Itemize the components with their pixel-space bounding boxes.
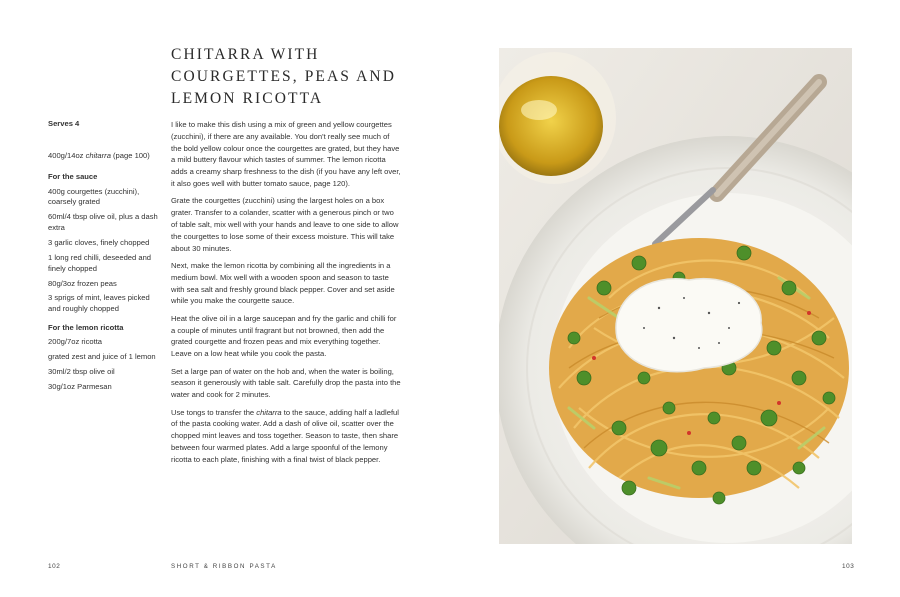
recipe-title bbox=[171, 44, 471, 110]
ingredient-pasta bbox=[48, 151, 160, 162]
ingredients-list bbox=[48, 119, 160, 397]
step-text: to the sauce, adding half a ladleful of the pasta cooking water. Add a dash of olive oil, scatter over the chopped mint leaves and toss together. Season to taste, then share between four warmed plates. Add a large spoonful of the lemony ricotta to each plate, finishing with a final twist of black pepper. bbox=[171, 407, 399, 464]
title-line: LEMON RICOTTA bbox=[171, 90, 324, 107]
ingredient-item: 60ml/4 tbsp olive oil, plus a dash extra bbox=[48, 212, 158, 232]
ingredient-item: 200g/7oz ricotta bbox=[48, 337, 103, 347]
method-step: Heat the olive oil in a large saucepan and fry the garlic and chilli for a couple of minutes until fragrant but not browned, then add the grated courgette and frozen peas and mix everything together. Leave on a low heat while you cook the pasta. bbox=[171, 313, 397, 359]
title-line: CHITARRA WITH bbox=[171, 46, 320, 63]
step-text: Use tongs to transfer the bbox=[171, 407, 257, 417]
ingredient-item: 30g/1oz Parmesan bbox=[48, 382, 112, 392]
method-intro: I like to make this dish using a mix of green and yellow courgettes (zucchini), if there are any available. You don't really see much of the bold yellow colour once the courgettes are grated, but they have a mild buttery flavour which tastes of summer. The lemon ricotta adds a creamy sharp freshness to the dish (if you have any left over, it also goes well with butter tomato sauce, page 120). bbox=[171, 120, 401, 188]
ricotta-heading: For the lemon ricotta bbox=[48, 322, 124, 332]
ingredient-item: 400g courgettes (zucchini), coarsely grated bbox=[48, 186, 140, 207]
ingredient-item: 3 sprigs of mint, leaves picked and roughly chopped bbox=[48, 293, 150, 314]
method-step bbox=[171, 407, 402, 466]
method-step: Grate the courgettes (zucchini) using the largest holes on a box grater. Transfer to a colander, scatter with a generous pinch or two of table salt, mix well with your hands and leave to one side to allow the courgettes to lose some of their excess moisture. This will take about 30 minutes. bbox=[171, 196, 399, 253]
ingredient-item: 1 long red chilli, deseeded and finely chopped bbox=[48, 252, 152, 273]
ingredient-italic: chitarra bbox=[85, 150, 111, 160]
page-number-left: 102 bbox=[48, 563, 61, 570]
running-head: SHORT & RIBBON PASTA bbox=[171, 563, 277, 570]
step-italic: chitarra bbox=[256, 407, 282, 417]
ingredient-item: 80g/3oz frozen peas bbox=[48, 278, 117, 288]
title-line: COURGETTES, PEAS AND bbox=[171, 68, 397, 85]
method-step: Set a large pan of water on the hob and, when the water is boiling, season it generously with table salt. Carefully drop the pasta into the water and cook for 2 minutes. bbox=[171, 366, 401, 400]
ingredient-item: 30ml/2 tbsp olive oil bbox=[48, 367, 115, 377]
method-step: Next, make the lemon ricotta by combining all the ingredients in a medium bowl. Mix well with a wooden spoon and season to taste with sea salt and freshly ground black pepper. Cover and set aside while you make the courgette sauce. bbox=[171, 260, 395, 306]
ingredient-item: grated zest and juice of 1 lemon bbox=[48, 352, 156, 362]
page-number-right: 103 bbox=[842, 563, 855, 570]
method-text bbox=[171, 119, 402, 471]
ingredient-text: (page 100) bbox=[110, 150, 150, 160]
pasta-dish-photo bbox=[499, 48, 852, 544]
photo-illustration bbox=[499, 48, 852, 544]
ingredient-text: 400g/14oz bbox=[48, 150, 86, 160]
serves-label: Serves 4 bbox=[48, 119, 80, 128]
ingredient-item: 3 garlic cloves, finely chopped bbox=[48, 237, 150, 247]
sauce-heading: For the sauce bbox=[48, 172, 98, 182]
